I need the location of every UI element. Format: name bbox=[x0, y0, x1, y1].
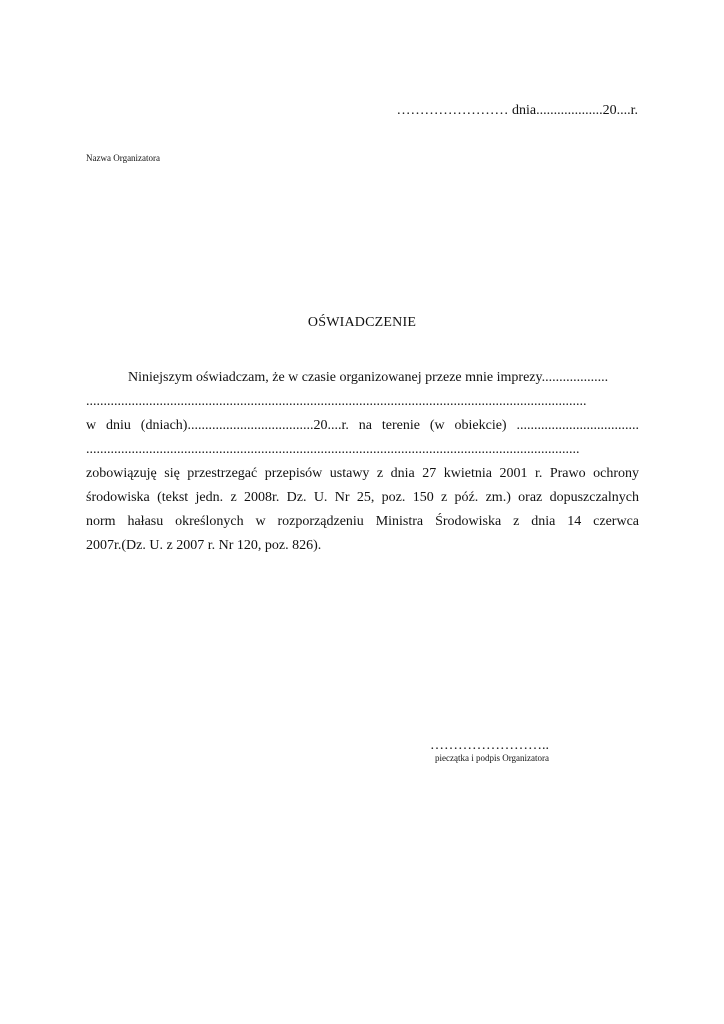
fill-in-line: ............................................................................................................................................. bbox=[86, 442, 580, 457]
statement-line: 2007r.(Dz. U. z 2007 r. Nr 120, poz. 826). bbox=[86, 538, 322, 553]
statement-line: Niniejszym oświadczam, że w czasie organizowanej przeze mnie imprezy................... bbox=[128, 370, 609, 385]
fill-in-line: ............................................................................................................................................... bbox=[86, 394, 587, 409]
organizer-name: Nazwa Organizatora bbox=[86, 153, 161, 163]
document-title: OŚWIADCZENIE bbox=[307, 315, 417, 330]
date-line: …………………… dnia...................20....r. bbox=[396, 103, 638, 118]
signature-line: …………………….. bbox=[430, 738, 549, 753]
statement-line: norm hałasu określonych w rozporządzeniu Ministra Środowiska z dnia 14 czerwca bbox=[86, 514, 639, 529]
statement-line: zobowiązuję się przestrzegać przepisów ustawy z dnia 27 kwietnia 2001 r. Prawo ochrony bbox=[86, 466, 639, 481]
signature-label: pieczątka i podpis Organizatora bbox=[435, 753, 550, 763]
statement-line: w dniu (dniach)....................................20....r. na terenie (w obiekcie) ................................... bbox=[86, 418, 639, 433]
statement-body bbox=[86, 366, 639, 558]
statement-line: środowiska (tekst jedn. z 2008r. Dz. U. Nr 25, poz. 150 z póź. zm.) oraz dopuszczalnych bbox=[86, 490, 639, 505]
